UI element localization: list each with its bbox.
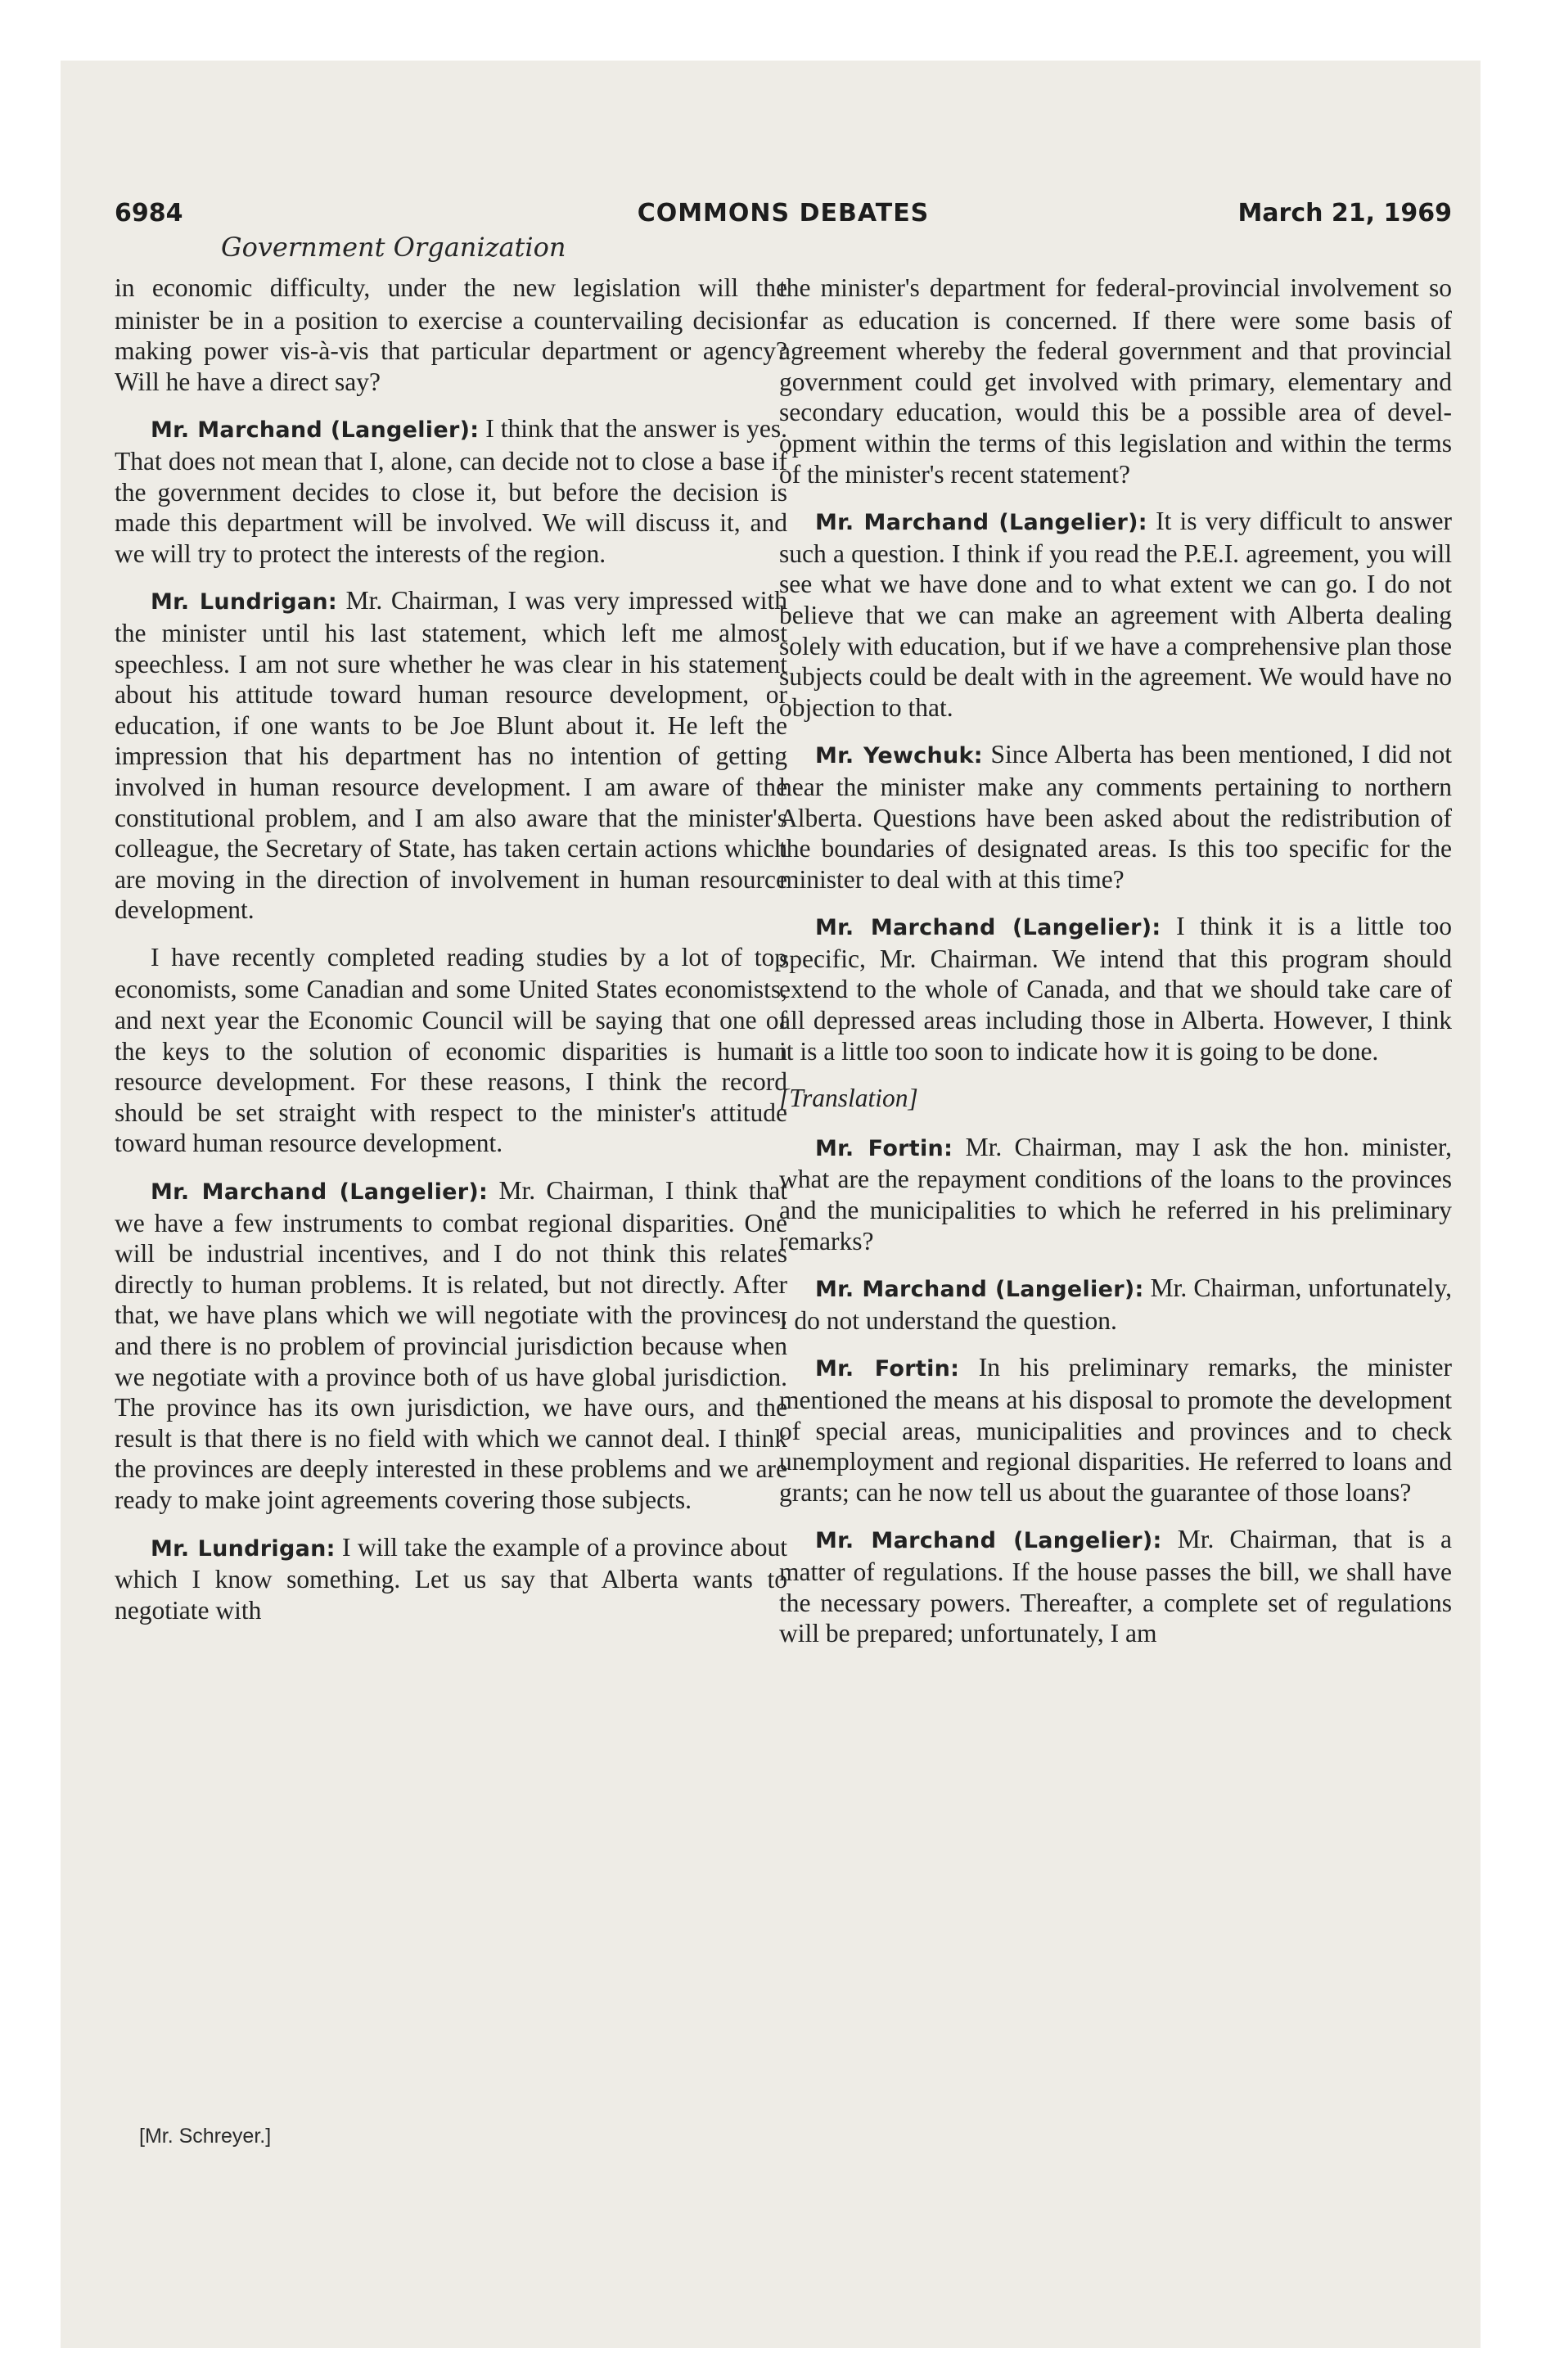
publication-date: March 21, 1969 <box>1237 199 1452 228</box>
paragraph <box>779 1352 1452 1508</box>
translation-marker <box>779 1083 1452 1116</box>
paragraph <box>779 1273 1452 1336</box>
paragraph-text: I have recently completed reading studies by a lot of top economists, some Canadian and some United States economists, and next year the Economic Council will be saying that one of the keys to the solution of economic disparities is human resource development. For these reasons, I think the record should be set straight with respect to the minister's attitude toward human resource development. <box>115 942 787 1158</box>
speaker-name: Mr. Yewchuk: <box>815 743 983 769</box>
paragraph <box>779 506 1452 723</box>
speaker-name: Mr. Marchand (Langelier): <box>815 510 1147 536</box>
paragraph <box>779 273 1452 489</box>
paragraph-text: [Translation] <box>779 1084 918 1113</box>
paragraph <box>779 911 1452 1066</box>
paragraph-text: I think that the answer is yes. That does not mean that I, alone, can decide not to close a base if the government decides to close it, but before the decision is made this department will be involved. We will discuss it, and we will try to protect the interests of the region. <box>115 414 787 568</box>
speaker-name: Mr. Lundrigan: <box>151 1535 336 1562</box>
paragraph <box>115 942 787 1159</box>
speaker-name: Mr. Marchand (Langelier): <box>151 417 480 444</box>
right-column <box>779 273 1452 1666</box>
page-number: 6984 <box>115 199 183 228</box>
paragraph <box>115 1532 787 1626</box>
speaker-name: Mr. Marchand (Langelier): <box>151 1179 489 1206</box>
page-footer: [Mr. Schreyer.] <box>139 2125 272 2148</box>
paragraph <box>779 739 1452 895</box>
speaker-name: Mr. Fortin: <box>815 1356 960 1382</box>
publication-title: COMMONS DEBATES <box>637 199 930 228</box>
paragraph-text: I will take the example of a province about which I know something. Let us say that Alberta wants to negotiate with <box>115 1532 788 1625</box>
paragraph <box>115 585 787 926</box>
paragraph-text: Mr. Chairman, unfortunately, I do not understand the question. <box>779 1273 1452 1335</box>
paragraph-text: Mr. Chairman, I think that we have a few instruments to combat regional disparities. One will be industrial incentives, and I do not think this relates directly to human problems. It is related, but not directly. After that, we have plans which we will negotiate with the provinces, and there is no problem of provincial jurisdiction because when we negotiate with a province both of us have global jurisdiction. The province has its own jurisdiction, we have ours, and the result is that there is no field with which we cannot deal. I think the provinces are deeply interested in these problems and we are ready to make joint agreements covering those subjects. <box>115 1176 787 1514</box>
paragraph <box>115 273 787 397</box>
paragraph-text: Mr. Chairman, that is a matter of regulations. If the house passes the bill, we shall have the necessary powers. Thereafter, a complete set of regulations will be prepared; unfortunately, I am <box>779 1525 1452 1648</box>
paragraph-text: Since Alberta has been mentioned, I did not hear the minister make any comments pertaining to northern Alberta. Questions have been asked about the redistribution of the boundaries of designated areas. Is this too specific for the minister to deal with at this time? <box>779 740 1452 894</box>
speaker-name: Mr. Fortin: <box>815 1135 953 1161</box>
paragraph-text: I think it is a little too specific, Mr. Chairman. We intend that this program should extend to the whole of Canada, and that we should take care of all depressed areas including those in Alberta. However, I think it is a little too soon to indicate how it is going to be done. <box>779 912 1453 1066</box>
speaker-name: Mr. Marchand (Langelier): <box>815 1528 1162 1554</box>
speaker-name: Mr. Marchand (Langelier): <box>815 915 1161 941</box>
paragraph-text: Mr. Chairman, I was very impressed with the minister until his last statement, which left me almost speechless. I am not sure whether he was clear in his statement about his attitude toward human resource development, or education, if one wants to be Joe Blunt about it. He left the impression that his department has no intention of getting involved in human resource development. I am aware of the constitutional problem, and I am also aware that the minister's colleague, the Secretary of State, has taken certain actions which are moving in the direction of involvement in human resource development. <box>115 586 788 925</box>
paragraph-text: It is very difficult to answer such a question. I think if you read the P.E.I. agreement, you will see what we have done and to what extent we can go. I do not believe that we can make an agreement with Alberta dealing solely with education, but if we have a comprehensive plan those subjects could be dealt with in the agreement. We would have no objection to that. <box>779 507 1452 722</box>
speaker-name: Mr. Marchand (Langelier): <box>815 1277 1144 1303</box>
speaker-name: Mr. Lundrigan: <box>151 589 338 615</box>
paragraph-text: in economic difficulty, under the new legislation will the minister be in a position to exercise a countervailing decision-making power vis-à-vis that particular department or agency? Will he have a direct say? <box>115 273 787 396</box>
paragraph-text: Mr. Chairman, may I ask the hon. minister, what are the repayment conditions of the loans to the provinces and the municipalities to which he referred in his preliminary remarks? <box>779 1132 1453 1255</box>
paragraph-text: In his preliminary remarks, the minister mentioned the means at his disposal to promote the development of special areas, municipalities and provinces and to check unemployment and regional disparities. He referred to loans and grants; can he now tell us about the guarantee of those loans? <box>779 1353 1453 1507</box>
running-head: Government Organization <box>221 232 566 263</box>
left-column <box>115 273 787 1642</box>
paragraph <box>115 1175 787 1516</box>
paragraph <box>779 1524 1452 1648</box>
paragraph <box>779 1132 1452 1256</box>
paragraph-text: the minister's department for federal-provincial involvement so far as education is concerned. If there were some basis of agreement whereby the federal government and that provincial government could get involved with primary, elementary and secondary education, would this be a possible area of development within the terms of this legislation and within the terms of the minister's recent statement? <box>779 273 1452 489</box>
paragraph <box>115 413 787 569</box>
